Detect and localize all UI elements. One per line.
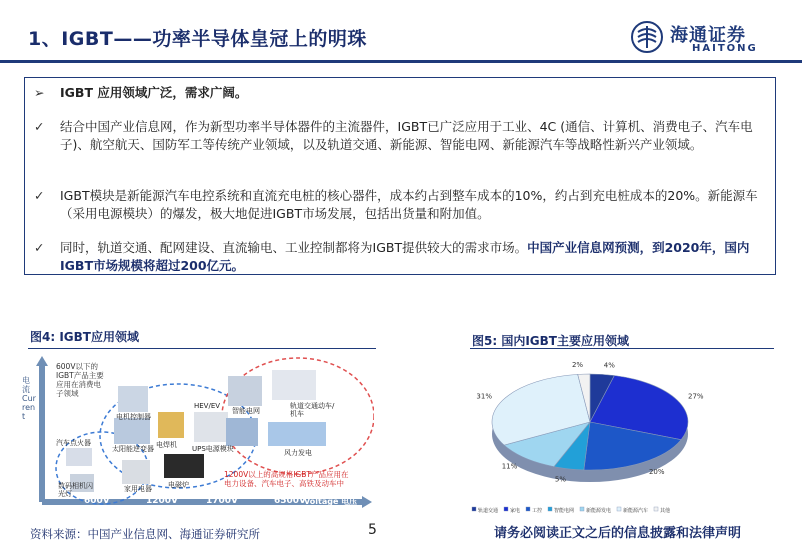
haitong-logo [630, 20, 780, 60]
check-bullet-icon: ✓ [34, 240, 45, 255]
legend-swatch-1 [504, 507, 508, 511]
item-rail-transit: 轨道交通动车/机车 [290, 402, 335, 418]
x-tick-1700v: 1700V [206, 496, 239, 506]
legend-label-5: 新能源汽车 [623, 508, 649, 514]
legend-label-3: 智能电网 [554, 508, 575, 514]
item-hev-ev: HEV/EV [194, 402, 221, 410]
bullet-text-highlight: 中国产业信息网预测，到2020年，国内IGBT市场规模将超过200亿元。 [60, 240, 750, 273]
bullet-text-plain: 同时，轨道交通、配网建设、直流输电、工业控制都将为IGBT提供较大的需求市场。 [60, 240, 528, 255]
pie-value-label-1: 27% [688, 392, 704, 401]
figure5-rule [470, 348, 774, 349]
item-welder: 电焊机 [156, 441, 177, 449]
haitong-logo-icon [630, 20, 664, 54]
title-divider [0, 60, 802, 63]
pie-chart-svg [470, 352, 710, 524]
pie-value-label-0: 4% [603, 361, 615, 370]
pie-value-label-5: 31% [476, 392, 492, 401]
legend-label-1: 家电 [510, 508, 521, 514]
legend-label-0: 轨道交通 [478, 508, 499, 514]
pie-value-label-3: 5% [554, 475, 567, 484]
figure4-caption: 图4: IGBT应用领域 [30, 330, 139, 344]
legend-swatch-4 [580, 507, 584, 511]
logo-chinese-text: 海通证券 [670, 25, 746, 46]
bullet-text: IGBT 应用领域广泛，需求广阔。 [60, 85, 248, 100]
high-voltage-note: 1200V以上的高规格IGBT产品应用在电力设备、汽车电子、高铁及动车中 [224, 470, 349, 488]
x-tick-600v: 600V [84, 496, 110, 506]
source-note: 资料来源：中国产业信息网、海通证券研究所 [30, 527, 260, 541]
figure4-rule [28, 348, 376, 349]
pie-value-label-2: 20% [648, 467, 665, 476]
pie-value-label-4: 11% [501, 462, 518, 471]
low-voltage-note: 600V以下的IGBT产品主要应用在消费电子领域 [56, 362, 104, 398]
legend-swatch-6 [654, 507, 658, 511]
pie-value-label-6: 2% [571, 361, 584, 370]
x-tick-6500v: 6500V [274, 496, 307, 506]
legend-label-2: 工控 [532, 508, 543, 514]
bullet-text [60, 239, 766, 274]
legend-swatch-0 [472, 507, 476, 511]
item-motor-controller: 电机控制器 [116, 413, 151, 421]
logo-english-text: HAITONG [692, 43, 758, 54]
legend-swatch-3 [548, 507, 552, 511]
check-bullet-icon: ✓ [34, 188, 45, 203]
item-wind-power: 风力发电 [284, 449, 312, 457]
check-bullet-icon: ✓ [34, 119, 45, 134]
igbt-application-diagram [22, 356, 374, 516]
item-car-igniter: 汽车点火器 [56, 439, 91, 447]
bullet-text: 结合中国产业信息网，作为新型功率半导体器件的主流器件，IGBT已广泛应用于工业、4C (通信、计算机、消费电子、汽车电子)、航空航天、国防军工等传统产业领域，以及轨道交通、新能源、智能电网、新能源汽车等战略性新兴产业领域。 [60, 119, 753, 152]
bullet-text: IGBT模块是新能源汽车电控系统和直流充电桩的核心器件，成本约占到整车成本的10%，约占到充电桩成本的20%。新能源车（采用电源模块）的爆发，极大地促进IGBT市场发展，包括出货量和附加值。 [60, 188, 758, 221]
item-home-appliance: 家用电器 [124, 485, 152, 493]
legend-label-6: 其他 [660, 508, 671, 514]
item-smart-grid: 智能电网 [232, 407, 260, 415]
page-number: 5 [368, 522, 377, 538]
item-ups-module: UPS电源模块 [192, 445, 234, 453]
arrow-bullet-icon: ➢ [34, 85, 45, 100]
item-camera-flash: 数码相机闪光灯 [58, 482, 93, 498]
x-axis-label: Voltage 电压 [304, 497, 358, 506]
x-tick-1200v: 1200V [146, 496, 179, 506]
figure5-caption: 图5: 国内IGBT主要应用领域 [472, 334, 629, 348]
page-title: 1、IGBT——功率半导体皇冠上的明珠 [28, 28, 367, 50]
item-induction-cooker: 电磁炉 [168, 481, 189, 489]
legend-swatch-2 [526, 507, 530, 511]
legend-label-4: 新能源发电 [586, 508, 612, 514]
item-solar-inverter: 太阳能逆变器 [112, 445, 154, 453]
legend-swatch-5 [617, 507, 621, 511]
y-axis-label: 电流 Current [22, 376, 36, 421]
application-pie-chart [470, 352, 710, 524]
legal-disclaimer: 请务必阅读正文之后的信息披露和法律声明 [494, 526, 742, 541]
